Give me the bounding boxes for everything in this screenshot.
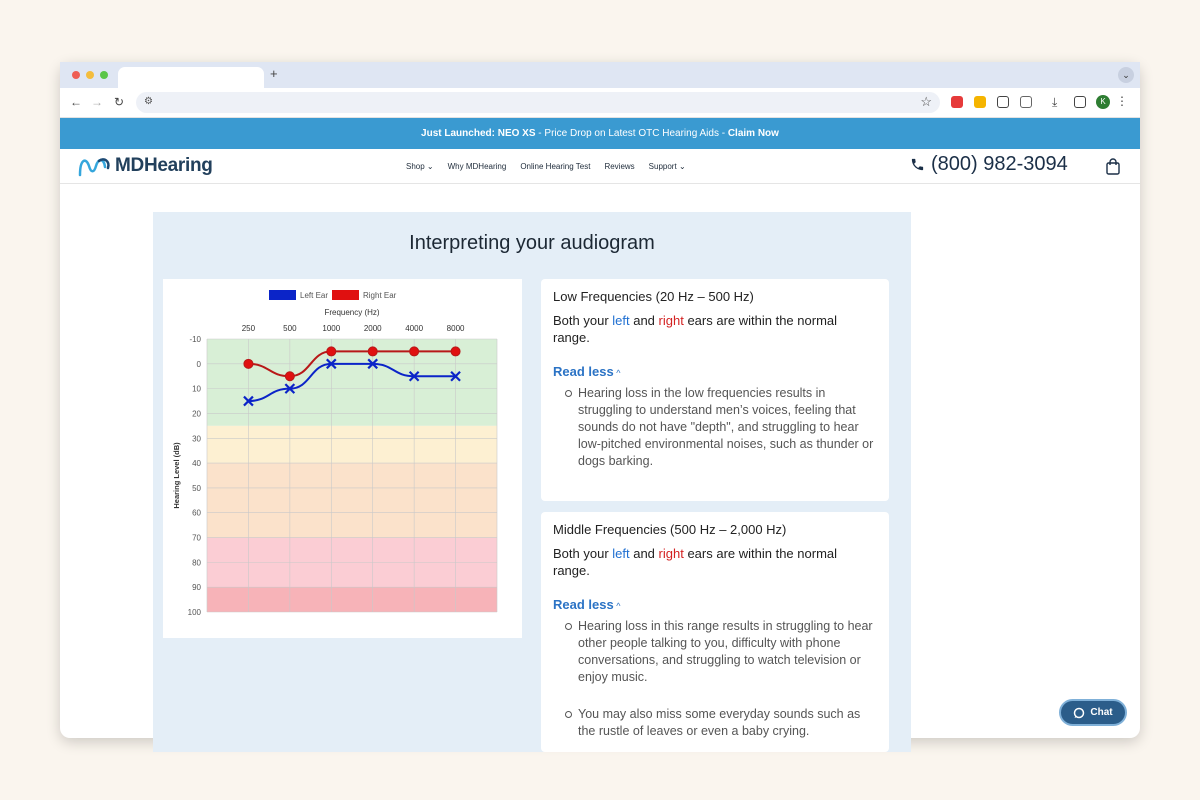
- audiogram-chart-card: [163, 279, 522, 638]
- card-summary: [553, 312, 877, 346]
- profile-avatar[interactable]: K: [1096, 95, 1110, 109]
- summary-text: ears are within the normal range.: [553, 546, 838, 578]
- back-arrow-icon[interactable]: ←: [70, 95, 82, 109]
- nav-item-reviews[interactable]: Reviews: [604, 162, 635, 171]
- y-tick-label: 90: [192, 583, 201, 593]
- forward-arrow-icon[interactable]: →: [91, 95, 103, 109]
- summary-text: Both your: [553, 546, 613, 561]
- hearing-band: [207, 463, 497, 537]
- nav-item-why-mdhearing[interactable]: Why MDHearing: [447, 162, 507, 171]
- notion-extension-icon[interactable]: [997, 96, 1009, 108]
- legend-label: Right Ear: [363, 291, 397, 300]
- chat-label: Chat: [1090, 707, 1113, 718]
- x-tick-label: 2000: [363, 324, 382, 333]
- data-point-circle: [410, 347, 419, 356]
- audiogram-panel: [153, 212, 911, 752]
- y-tick-label: 20: [192, 409, 201, 419]
- phone-number: (800) 982-3094: [931, 153, 1068, 175]
- nav-label: Support: [648, 162, 677, 171]
- data-point-circle: [451, 347, 460, 356]
- brand-name: MDHearing: [115, 155, 213, 176]
- card-heading: Low Frequencies (20 Hz – 500 Hz): [553, 289, 754, 304]
- toggle-label: Read less: [553, 597, 614, 612]
- bookmark-star-icon[interactable]: ☆: [920, 94, 932, 109]
- y-tick-label: 100: [187, 608, 201, 617]
- y-tick-label: 10: [192, 384, 201, 394]
- chevron-down-icon: ⌄: [426, 162, 434, 171]
- main-navigation: [406, 162, 686, 171]
- data-point-circle: [368, 347, 377, 356]
- left-ear-word: left: [612, 546, 630, 561]
- right-ear-word: right: [658, 546, 684, 561]
- window-controls: [72, 71, 108, 79]
- nav-item-online-hearing-test[interactable]: Online Hearing Test: [520, 162, 591, 171]
- detail-item: Hearing loss in the low frequencies results in struggling to understand men’s voices, feeling that sounds do not have "depth", and struggling to hear low-pitched environmental noises, such as thunder or dogs barking.: [578, 385, 877, 470]
- hearing-band: [207, 587, 497, 612]
- y-tick-label: 50: [192, 483, 201, 493]
- y-tick-label: 70: [192, 533, 201, 543]
- x-tick-label: 8000: [446, 324, 465, 333]
- download-icon[interactable]: ⤓: [1052, 95, 1058, 109]
- x-tick-label: 1000: [322, 324, 341, 333]
- y-tick-label: 40: [192, 459, 201, 469]
- right-ear-word: right: [658, 313, 684, 328]
- x-axis-label: Frequency (Hz): [324, 308, 380, 317]
- data-point-circle: [327, 347, 336, 356]
- middle-frequency-card: [541, 512, 889, 752]
- phone-link[interactable]: [910, 153, 1068, 176]
- chat-bubble-icon: [1073, 707, 1085, 719]
- y-tick-label: -10: [189, 335, 201, 344]
- detail-item: You may also miss some everyday sounds such as the rustle of leaves or even a baby crying.: [578, 706, 877, 740]
- card-summary: [553, 545, 877, 579]
- address-bar[interactable]: [136, 92, 940, 113]
- browser-menu-icon[interactable]: ⋮: [1116, 94, 1128, 108]
- browser-window: [60, 62, 1140, 738]
- brand-wave-icon: [78, 155, 112, 177]
- x-tick-label: 250: [241, 324, 256, 333]
- y-tick-label: 60: [192, 508, 201, 518]
- detail-item: Hearing loss in this range results in struggling to hear other people talking to you, difficulty with phone conversations, and struggling to watch television or enjoy music.: [578, 618, 877, 686]
- reload-icon[interactable]: ↻: [114, 95, 125, 109]
- site-header: [60, 149, 1140, 184]
- promo-text: - Price Drop on Latest OTC Hearing Aids -: [535, 128, 728, 139]
- summary-text: and: [629, 313, 659, 328]
- data-point-circle: [285, 372, 294, 381]
- y-axis-label: Hearing Level (dB): [172, 442, 181, 509]
- data-point-circle: [244, 359, 253, 368]
- site-info-icon[interactable]: ⚙: [144, 96, 153, 107]
- toggle-label: Read less: [553, 364, 614, 379]
- summary-text: and: [629, 546, 659, 561]
- audiogram-chart: [163, 279, 522, 638]
- hearing-band: [207, 426, 497, 463]
- promo-claim-link[interactable]: Claim Now: [727, 128, 779, 139]
- chevron-up-icon: ^: [613, 368, 621, 378]
- y-tick-label: 0: [196, 359, 201, 369]
- promo-banner[interactable]: [60, 118, 1140, 149]
- shopping-bag-icon[interactable]: [1106, 158, 1120, 180]
- extension-yellow-icon[interactable]: [974, 96, 986, 108]
- chevron-down-icon: ⌄: [678, 162, 686, 171]
- read-less-toggle[interactable]: [553, 364, 877, 379]
- promo-prefix: Just Launched:: [421, 128, 495, 139]
- extensions-puzzle-icon[interactable]: [1020, 96, 1032, 108]
- tab-search-chevron-icon[interactable]: ⌄: [1118, 67, 1134, 83]
- tab-bar: [60, 62, 1140, 88]
- left-ear-word: left: [612, 313, 630, 328]
- legend-label: Left Ear: [300, 291, 329, 300]
- close-window-button[interactable]: [72, 71, 80, 79]
- x-tick-label: 4000: [405, 324, 424, 333]
- minimize-window-button[interactable]: [86, 71, 94, 79]
- browser-toolbar: [60, 88, 1140, 118]
- y-tick-label: 30: [192, 434, 201, 444]
- maximize-window-button[interactable]: [100, 71, 108, 79]
- summary-text: Both your: [553, 313, 613, 328]
- phone-icon: [910, 157, 925, 172]
- read-less-toggle[interactable]: [553, 597, 877, 612]
- card-heading: Middle Frequencies (500 Hz – 2,000 Hz): [553, 522, 787, 537]
- promo-product: NEO XS: [497, 128, 536, 139]
- chat-button[interactable]: [1059, 699, 1127, 726]
- side-panel-icon[interactable]: [1074, 96, 1086, 108]
- brand-logo[interactable]: [78, 155, 213, 177]
- y-tick-label: 80: [192, 558, 201, 568]
- chevron-up-icon: ^: [613, 601, 621, 611]
- nav-item-support[interactable]: [649, 162, 686, 171]
- summary-text: ears are within the normal range.: [553, 313, 838, 345]
- nav-item-shop[interactable]: [406, 162, 434, 171]
- legend-swatch: [269, 290, 296, 300]
- low-frequency-card: [541, 279, 889, 501]
- active-tab[interactable]: [118, 67, 264, 88]
- new-tab-plus-icon[interactable]: +: [270, 66, 278, 81]
- adblock-extension-icon[interactable]: [951, 96, 963, 108]
- x-tick-label: 500: [283, 324, 297, 333]
- nav-label: Shop: [406, 162, 425, 171]
- legend-swatch: [332, 290, 359, 300]
- panel-title: Interpreting your audiogram: [409, 232, 655, 254]
